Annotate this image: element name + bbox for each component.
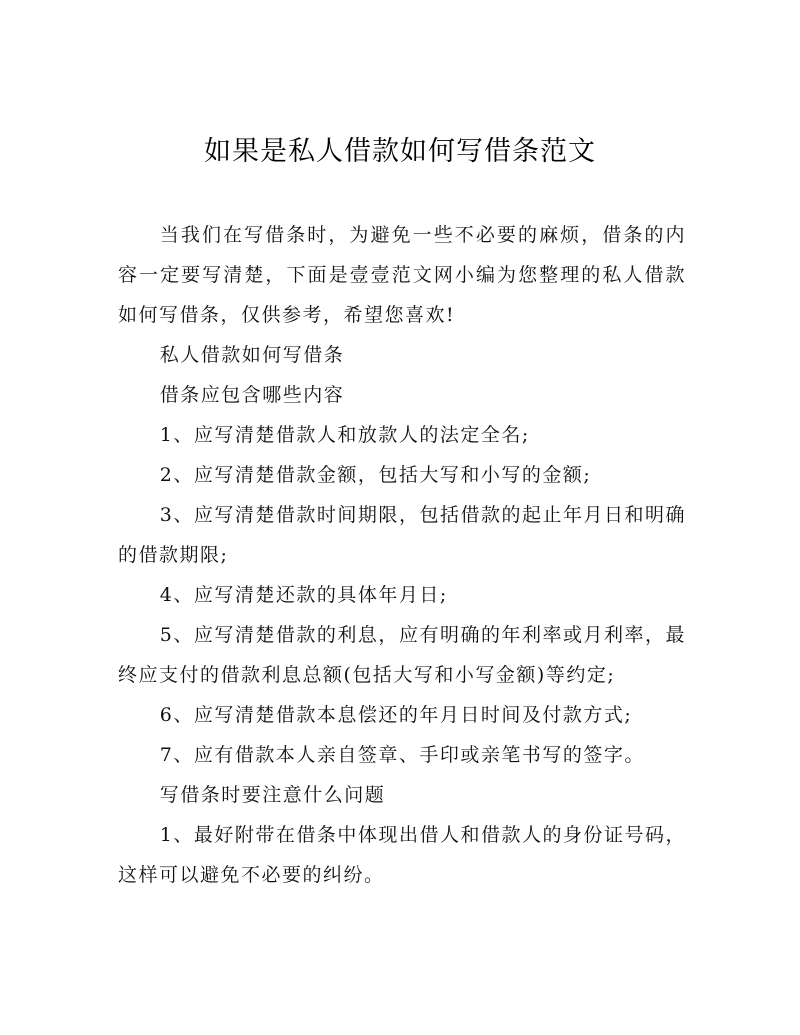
list-item: 4、应写清楚还款的具体年月日;	[159, 584, 448, 606]
list-item: 1、最好附带在借条中体现出借人和借款人的身份证号码，这样可以避免不必要的纠纷。	[118, 824, 686, 886]
document-body	[118, 215, 686, 895]
list-item: 6、应写清楚借款本息偿还的年月日时间及付款方式;	[159, 704, 633, 726]
list-item: 3、应写清楚借款时间期限，包括借款的起止年月日和明确的借款期限;	[118, 504, 686, 566]
intro-paragraph: 当我们在写借条时，为避免一些不必要的麻烦，借条的内容一定要写清楚，下面是壹壹范文网小编为您整理的私人借款如何写借条，仅供参考，希望您喜欢!	[118, 224, 686, 326]
list-item: 7、应有借款本人亲自签章、手印或亲笔书写的签字。	[159, 744, 645, 766]
list-item: 1、应写清楚借款人和放款人的法定全名;	[159, 424, 530, 446]
section-heading-notes: 写借条时要注意什么问题	[159, 784, 386, 806]
list-item: 2、应写清楚借款金额，包括大写和小写的金额;	[159, 464, 592, 486]
list-item: 5、应写清楚借款的利息，应有明确的年利率或月利率，最终应支付的借款利息总额(包括大写和小写金额)等约定;	[118, 624, 686, 686]
document-title: 如果是私人借款如何写借条范文	[204, 136, 596, 167]
section-heading-contents: 借条应包含哪些内容	[159, 384, 345, 406]
section-heading-how-to-write: 私人借款如何写借条	[159, 344, 345, 366]
